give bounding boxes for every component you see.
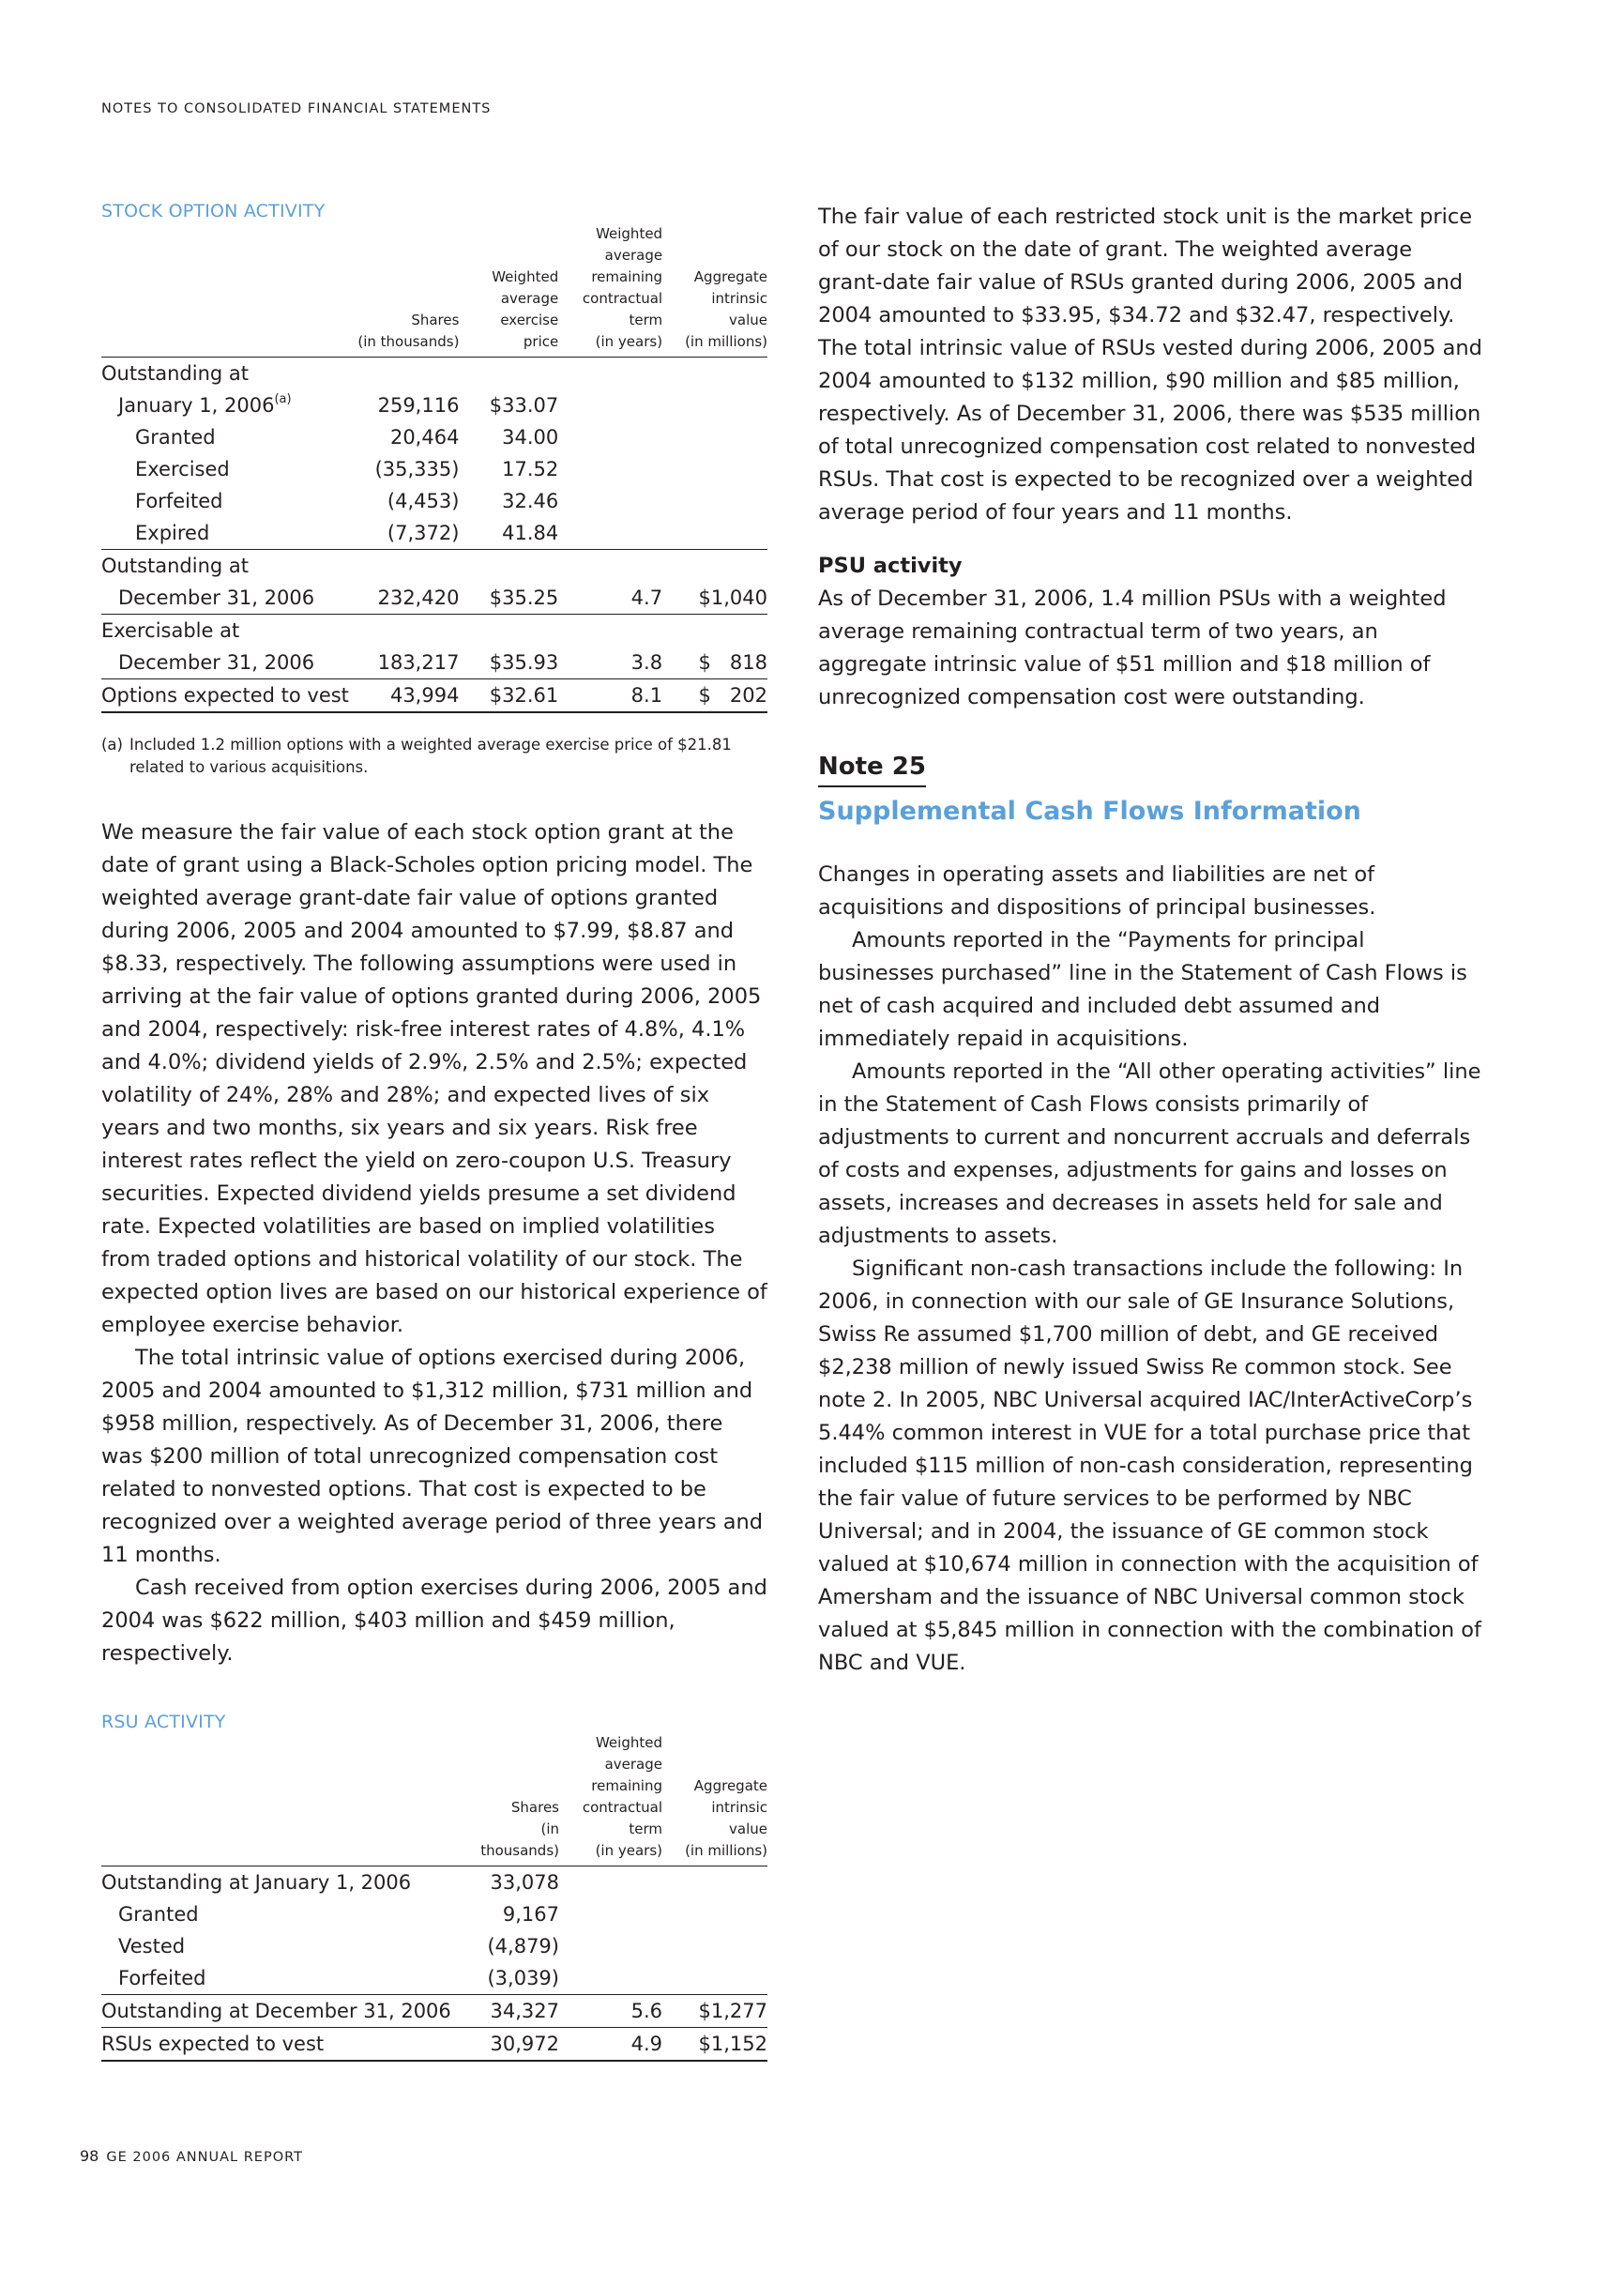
value-cell: $ 202 <box>662 679 767 713</box>
price-cell: $35.93 <box>489 651 559 674</box>
term-cell <box>558 615 662 647</box>
page-footer <box>80 2147 303 2165</box>
footnote-marker: (a) <box>101 736 123 754</box>
value-cell <box>662 1866 767 1899</box>
shares-cell: 33,078 <box>490 1871 559 1894</box>
row-label: December 31, 2006 <box>118 587 315 609</box>
row-label: Outstanding at December 31, 2006 <box>101 1995 458 2028</box>
label-column-header <box>101 1732 458 1866</box>
rsu-heading: RSU ACTIVITY <box>101 1712 226 1732</box>
psu-paragraph: As of December 31, 2006, 1.4 million PSUs with a weighted average remaining contractual term of two years, an aggregate intrinsic value of $51 million and $18 million of unrecognized compensation cost were outstanding. <box>818 587 1447 709</box>
row-label: Exercisable at <box>101 615 355 647</box>
shares-cell: 30,972 <box>458 2028 559 2062</box>
table-row <box>101 582 767 615</box>
publication-name: GE 2006 ANNUAL REPORT <box>106 2150 303 2165</box>
row-label: Vested <box>118 1935 186 1958</box>
table-header-row <box>101 223 767 358</box>
value-cell <box>662 453 767 485</box>
shares-column-header: Shares (in thousands) <box>458 1732 559 1866</box>
price-cell <box>459 550 558 583</box>
row-label: Granted <box>135 426 216 449</box>
value-cell <box>662 1962 767 1995</box>
table-row <box>101 550 767 583</box>
table-row <box>101 1930 767 1962</box>
shares-cell: (4,879) <box>487 1935 559 1958</box>
table-row <box>101 358 767 390</box>
row-label: Options expected to vest <box>101 679 355 713</box>
value-cell <box>662 421 767 453</box>
term-column-header: Weighted average remaining contractual term (in years) <box>558 223 662 358</box>
row-label: Outstanding at <box>101 362 250 385</box>
value-cell <box>662 615 767 647</box>
price-cell: $32.61 <box>459 679 558 713</box>
paragraph: Amounts reported in the “All other operating activities” line in the Statement of Cash Flows consists primarily of adjustments to current and noncurrent accruals and deferrals of costs and expenses, adjustments for gains and losses on assets, increases and decreases in assets held for sale and adjustments to assets. <box>818 1059 1481 1248</box>
table-row <box>101 485 767 517</box>
price-cell: $33.07 <box>489 394 559 417</box>
shares-cell: 34,327 <box>458 1995 559 2028</box>
shares-cell: (3,039) <box>487 1967 559 1989</box>
table-row <box>101 1995 767 2028</box>
row-label: Expired <box>135 522 210 544</box>
shares-cell: 20,464 <box>389 426 460 449</box>
row-label: Exercised <box>135 458 230 480</box>
value-cell <box>662 1930 767 1962</box>
term-cell: 5.6 <box>559 1995 662 2028</box>
term-cell: 3.8 <box>630 651 663 674</box>
option-valuation-text <box>101 816 767 1670</box>
table-header-row <box>101 1732 767 1866</box>
footnote-text: Included 1.2 million options with a weighted average exercise price of $21.81 related to various acquisitions. <box>129 736 732 776</box>
running-head: NOTES TO CONSOLIDATED FINANCIAL STATEMENTS <box>101 101 492 116</box>
row-label: December 31, 2006 <box>118 651 315 674</box>
note-body <box>818 859 1482 1680</box>
table-row <box>101 2028 767 2062</box>
value-cell <box>662 389 767 421</box>
term-cell <box>558 389 662 421</box>
term-cell: 4.7 <box>630 587 663 609</box>
paragraph: The total intrinsic value of options exercised during 2006, 2005 and 2004 amounted to $1,312 million, $731 million and $958 million, respectively. As of December 31, 2006, there was $200 million of total unrecognized compensation cost related to nonvested options. That cost is expected to be recognized over a weighted average period of three years and 11 months. <box>101 1346 764 1567</box>
term-cell <box>558 421 662 453</box>
rsu-fair-value-paragraph: The fair value of each restricted stock unit is the market price of our stock on the date of grant. The weighted average grant-date fair value of RSUs granted during 2006, 2005 and 2004 amounted to $33.95, $34.72 and $32.47, respectively. The total intrinsic value of RSUs vested during 2006, 2005 and 2004 amounted to $132 million, $90 million and $85 million, respectively. As of December 31, 2006, there was $535 million of total unrecognized compensation cost related to nonvested RSUs. That cost is expected to be recognized over a weighted average period of four years and 11 months. <box>818 205 1482 525</box>
term-cell <box>558 517 662 550</box>
table-row <box>101 517 767 550</box>
shares-cell: 259,116 <box>377 394 460 417</box>
row-label: Forfeited <box>118 1967 206 1989</box>
psu-heading: PSU activity <box>818 554 963 578</box>
paragraph: Amounts reported in the “Payments for principal businesses purchased” line in the Statement of Cash Flows is net of cash acquired and included debt assumed and immediately repaid in acquisitions. <box>818 928 1467 1051</box>
row-label: RSUs expected to vest <box>101 2028 458 2062</box>
shares-cell: (35,335) <box>374 458 460 480</box>
row-label: Forfeited <box>135 490 223 512</box>
note-number: Note 25 <box>818 750 926 787</box>
shares-cell: 43,994 <box>355 679 460 713</box>
term-column-header: Weighted average remaining contractual term (in years) <box>559 1732 662 1866</box>
shares-cell: (4,453) <box>387 490 460 512</box>
shares-cell: 183,217 <box>377 651 460 674</box>
value-cell <box>662 550 767 583</box>
table-row <box>101 389 767 421</box>
table-row <box>101 1962 767 1995</box>
value-column-header: Aggregate intrinsic value (in millions) <box>662 223 767 358</box>
paragraph: Changes in operating assets and liabilities are net of acquisitions and dispositions of principal businesses. <box>818 862 1376 920</box>
row-label-text: January 1, 2006 <box>118 394 275 417</box>
table-row <box>101 1866 767 1899</box>
price-cell <box>459 358 558 390</box>
value-cell: $1,152 <box>662 2028 767 2062</box>
table-row <box>101 615 767 647</box>
paragraph: We measure the fair value of each stock option grant at the date of grant using a Black-Scholes option pricing model. The weighted average grant-date fair value of options granted during 2006, 2005 and 2004 amounted to $7.99, $8.87 and $8.33, respectively. The following assumptions were used in arriving at the fair value of options granted during 2006, 2005 and 2004, respectively: risk-free interest rates of 4.8%, 4.1% and 4.0%; dividend yields of 2.9%, 2.5% and 2.5%; expected volatility of 24%, 28% and 28%; and expected lives of six years and two months, six years and six years. Risk free interest rates reflect the yield on zero-coupon U.S. Treasury securities. Expected dividend yields presume a set dividend rate. Expected volatilities are based on implied volatilities from traded options and historical volatility of our stock. The expected option lives are based on our historical experience of employee exercise behavior. <box>101 820 767 1337</box>
row-label <box>101 389 355 421</box>
term-cell <box>558 550 662 583</box>
term-cell <box>559 1898 662 1930</box>
paragraph: Significant non-cash transactions include the following: In 2006, in connection with our sale of GE Insurance Solutions, Swiss Re assumed $1,700 million of debt, and GE received $2,238 million of newly issued Swiss Re common stock. See note 2. In 2005, NBC Universal acquired IAC/InterActiveCorp’s 5.44% common interest in VUE for a total purchase price that included $115 million of non-cash consideration, representing the fair value of future services to be performed by NBC Universal; and in 2004, the issuance of GE common stock valued at $10,674 million in connection with the acquisition of Amersham and the issuance of NBC Universal common stock valued at $5,845 million in connection with the combination of NBC and VUE. <box>818 1257 1481 1675</box>
stock-option-heading: STOCK OPTION ACTIVITY <box>101 201 326 221</box>
stock-option-table <box>101 223 767 713</box>
value-cell <box>662 1898 767 1930</box>
value-cell: $1,277 <box>662 1995 767 2028</box>
shares-cell: (7,372) <box>387 522 460 544</box>
table-footnote <box>101 734 767 779</box>
label-column-header <box>101 223 355 358</box>
paragraph: Cash received from option exercises during 2006, 2005 and 2004 was $622 million, $403 million and $459 million, respectively. <box>101 1576 767 1666</box>
table-row <box>101 1898 767 1930</box>
rsu-table <box>101 1732 767 2062</box>
price-cell: 32.46 <box>502 490 559 512</box>
note-header <box>818 750 1482 829</box>
term-cell <box>559 1930 662 1962</box>
right-column <box>818 201 1482 1680</box>
value-cell: $ 818 <box>698 651 767 674</box>
value-column-header: Aggregate intrinsic value (in millions) <box>662 1732 767 1866</box>
value-cell: $1,040 <box>698 587 767 609</box>
table-row <box>101 453 767 485</box>
shares-cell: 232,420 <box>377 587 460 609</box>
shares-column-header: Shares (in thousands) <box>355 223 460 358</box>
row-label: Outstanding at January 1, 2006 <box>101 1871 412 1894</box>
table-row <box>101 679 767 713</box>
exercise-price-column-header: Weighted average exercise price <box>459 223 558 358</box>
term-cell <box>558 453 662 485</box>
value-cell <box>662 485 767 517</box>
left-column <box>101 201 767 2062</box>
shares-cell <box>355 615 460 647</box>
term-cell <box>558 485 662 517</box>
term-cell <box>559 1866 662 1899</box>
price-cell: 34.00 <box>502 426 559 449</box>
value-cell <box>662 358 767 390</box>
price-cell: 17.52 <box>502 458 559 480</box>
shares-cell: 9,167 <box>502 1903 559 1926</box>
row-label: Granted <box>118 1903 199 1926</box>
page-number: 98 <box>80 2147 99 2165</box>
shares-cell <box>355 550 460 583</box>
footnote-ref: (a) <box>274 392 292 406</box>
term-cell <box>559 1962 662 1995</box>
price-cell: $35.25 <box>489 587 559 609</box>
note-title: Supplemental Cash Flows Information <box>818 797 1361 826</box>
table-row <box>101 421 767 453</box>
shares-cell <box>355 358 460 390</box>
price-cell: 41.84 <box>502 522 559 544</box>
price-cell <box>459 615 558 647</box>
table-row <box>101 647 767 679</box>
term-cell: 4.9 <box>559 2028 662 2062</box>
value-cell <box>662 517 767 550</box>
row-label: Outstanding at <box>101 550 355 583</box>
term-cell: 8.1 <box>558 679 662 713</box>
term-cell <box>558 358 662 390</box>
